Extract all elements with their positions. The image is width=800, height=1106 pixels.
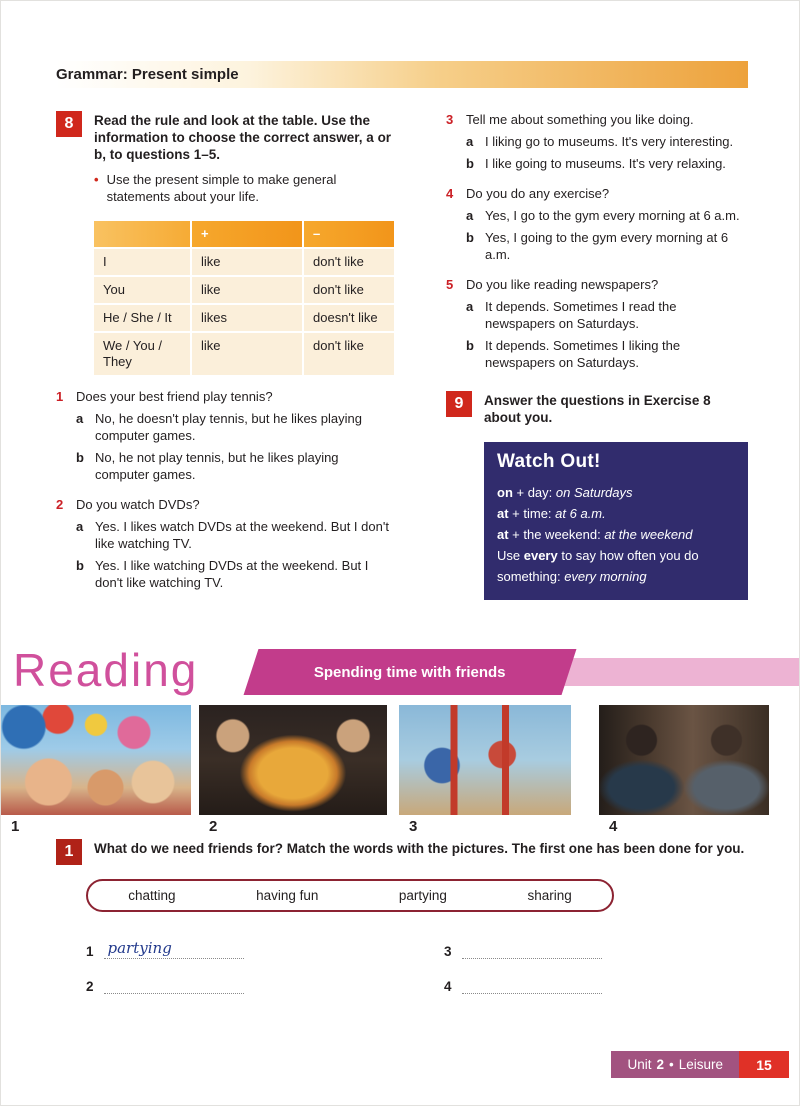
reading-banner-subtitle-band xyxy=(244,649,577,695)
option-letter: a xyxy=(76,519,84,534)
question-4-option-a[interactable] xyxy=(466,207,748,224)
table-cell-subject: I xyxy=(94,249,190,275)
reading-subtitle: Spending time with friends xyxy=(314,663,506,681)
unit-word: Unit xyxy=(627,1057,652,1072)
answer-row-2 xyxy=(86,963,444,998)
answer-row-1 xyxy=(86,928,444,963)
question-5 xyxy=(446,276,748,371)
table-header-subject xyxy=(94,221,190,247)
table-cell-subject: We / You / They xyxy=(94,333,190,375)
reading-section-title: Reading xyxy=(13,644,199,696)
right-column xyxy=(446,111,748,600)
birthday-party-photo xyxy=(1,705,191,815)
answer-blanks xyxy=(86,928,756,998)
option-letter: b xyxy=(76,558,84,573)
question-4 xyxy=(446,185,748,263)
grammar-section-header xyxy=(56,61,748,88)
reading-exercise-1 xyxy=(56,839,756,998)
exercise-1-header xyxy=(56,839,756,865)
watch-out-rule-every: Use every to say how often you do something: every morning xyxy=(497,548,699,584)
watch-out-rule-at-weekend: at + the weekend: at the weekend xyxy=(497,527,693,542)
question-5-option-a[interactable] xyxy=(466,298,748,332)
table-cell-subject: You xyxy=(94,277,190,303)
table-cell-positive: like xyxy=(192,333,302,375)
question-text: Do you do any exercise? xyxy=(466,186,610,201)
answer-blank-2[interactable] xyxy=(104,974,244,994)
question-number: 4 xyxy=(446,186,454,201)
grammar-rule xyxy=(94,171,394,205)
question-1-option-b[interactable] xyxy=(76,449,396,483)
photo-number: 1 xyxy=(11,818,20,835)
option-text: It depends. Sometimes I read the newspapers on Saturdays. xyxy=(485,299,677,331)
left-column xyxy=(56,111,396,591)
option-letter: b xyxy=(466,156,474,171)
question-1 xyxy=(56,388,396,483)
word-bank-item: having fun xyxy=(256,888,319,903)
option-text: Yes. I likes watch DVDs at the weekend. But I don't like watching TV. xyxy=(95,519,389,551)
exercise-9-instruction: Answer the questions in Exercise 8 about you. xyxy=(484,393,711,425)
answer-number: 3 xyxy=(444,944,452,959)
option-letter: b xyxy=(466,338,474,353)
present-simple-table xyxy=(94,221,394,375)
unit-topic: Leisure xyxy=(678,1057,723,1072)
photo-item-1 xyxy=(1,705,191,835)
exercise-9-header xyxy=(446,391,748,426)
exercise-8-number-badge: 8 xyxy=(56,111,82,137)
table-cell-positive: like xyxy=(192,277,302,303)
grammar-rule-text: Use the present simple to make general statements about your life. xyxy=(106,172,337,204)
exercise-9-number-badge: 9 xyxy=(446,391,472,417)
option-text: I liking go to museums. It's very interesting. xyxy=(485,134,734,149)
option-letter: b xyxy=(466,230,474,245)
page-number: 15 xyxy=(739,1051,789,1078)
word-bank xyxy=(86,879,614,912)
answer-blank-4[interactable] xyxy=(462,974,602,994)
answer-number: 2 xyxy=(86,979,94,994)
sharing-pizza-photo xyxy=(199,705,387,815)
question-text: Do you like reading newspapers? xyxy=(466,277,659,292)
option-text: No, he not play tennis, but he likes playing computer games. xyxy=(95,450,339,482)
question-text: Does your best friend play tennis? xyxy=(76,389,273,404)
watch-out-box xyxy=(484,442,748,600)
bullet-separator: • xyxy=(668,1057,674,1072)
answer-blank-3[interactable] xyxy=(462,939,602,959)
question-2-option-a[interactable] xyxy=(76,518,396,552)
question-3-option-b[interactable] xyxy=(466,155,748,172)
table-header-negative: – xyxy=(304,221,394,247)
reading-section-banner xyxy=(1,644,800,696)
photo-number: 3 xyxy=(409,818,418,835)
answer-row-3 xyxy=(444,928,774,963)
photo-strip xyxy=(1,705,769,835)
question-number: 5 xyxy=(446,277,454,292)
photo-number: 2 xyxy=(209,818,218,835)
option-text: Yes. I like watching DVDs at the weekend. But I don't like watching TV. xyxy=(95,558,369,590)
option-letter: a xyxy=(466,134,474,149)
option-letter: a xyxy=(76,411,84,426)
option-letter: a xyxy=(466,208,474,223)
photo-item-3 xyxy=(399,705,571,835)
word-bank-item: partying xyxy=(398,888,447,903)
answer-row-4 xyxy=(444,963,774,998)
option-text: No, he doesn't play tennis, but he likes playing computer games. xyxy=(95,411,362,443)
playground-friends-photo xyxy=(399,705,571,815)
answer-number: 4 xyxy=(444,979,452,994)
question-number: 2 xyxy=(56,497,64,512)
watch-out-rule-on-day: on + day: on Saturdays xyxy=(497,485,633,500)
exercise-1-instruction: What do we need friends for? Match the words with the pictures. The first one has been done for you. xyxy=(94,841,745,856)
question-4-option-b[interactable] xyxy=(466,229,748,263)
table-cell-negative: don't like xyxy=(304,333,394,375)
question-2 xyxy=(56,496,396,591)
photo-item-2 xyxy=(199,705,387,835)
question-text: Do you watch DVDs? xyxy=(76,497,200,512)
exercise-1-number-badge: 1 xyxy=(56,839,82,865)
question-number: 3 xyxy=(446,112,454,127)
watch-out-rule-at-time: at + time: at 6 a.m. xyxy=(497,506,606,521)
exercise-8-header xyxy=(56,111,396,163)
answer-number: 1 xyxy=(86,944,94,959)
table-cell-subject: He / She / It xyxy=(94,305,190,331)
answer-blank-1[interactable]: partying xyxy=(104,939,244,959)
table-cell-negative: don't like xyxy=(304,249,394,275)
grammar-section-title: Grammar: Present simple xyxy=(56,66,239,83)
word-bank-item: chatting xyxy=(128,888,176,903)
question-number: 1 xyxy=(56,389,64,404)
exercise-8-instruction: Read the rule and look at the table. Use the information to choose the correct answer, a or b, to questions 1–5. xyxy=(94,113,392,162)
word-bank-item: sharing xyxy=(527,888,572,903)
question-1-option-a[interactable] xyxy=(76,410,396,444)
question-text: Tell me about something you like doing. xyxy=(466,112,694,127)
friends-talking-photo xyxy=(599,705,769,815)
table-cell-negative: don't like xyxy=(304,277,394,303)
question-3 xyxy=(446,111,748,172)
option-text: I like going to museums. It's very relaxing. xyxy=(485,156,726,171)
option-text: Yes, I going to the gym every morning at 6 a.m. xyxy=(485,230,729,262)
table-cell-positive: like xyxy=(192,249,302,275)
question-5-option-b[interactable] xyxy=(466,337,748,371)
bullet-icon: • xyxy=(94,172,99,187)
question-2-option-b[interactable] xyxy=(76,557,396,591)
photo-item-4 xyxy=(599,705,769,835)
option-text: It depends. Sometimes I liking the newspapers on Saturdays. xyxy=(485,338,681,370)
unit-number: 2 xyxy=(656,1057,664,1072)
watch-out-title: Watch Out! xyxy=(497,451,601,472)
option-text: Yes, I go to the gym every morning at 6 a.m. xyxy=(485,208,740,223)
photo-number: 4 xyxy=(609,818,618,835)
page-footer xyxy=(611,1051,789,1078)
unit-badge xyxy=(611,1051,739,1078)
table-header-positive: + xyxy=(192,221,302,247)
option-letter: b xyxy=(76,450,84,465)
option-letter: a xyxy=(466,299,474,314)
table-cell-negative: doesn't like xyxy=(304,305,394,331)
question-3-option-a[interactable] xyxy=(466,133,748,150)
table-cell-positive: likes xyxy=(192,305,302,331)
